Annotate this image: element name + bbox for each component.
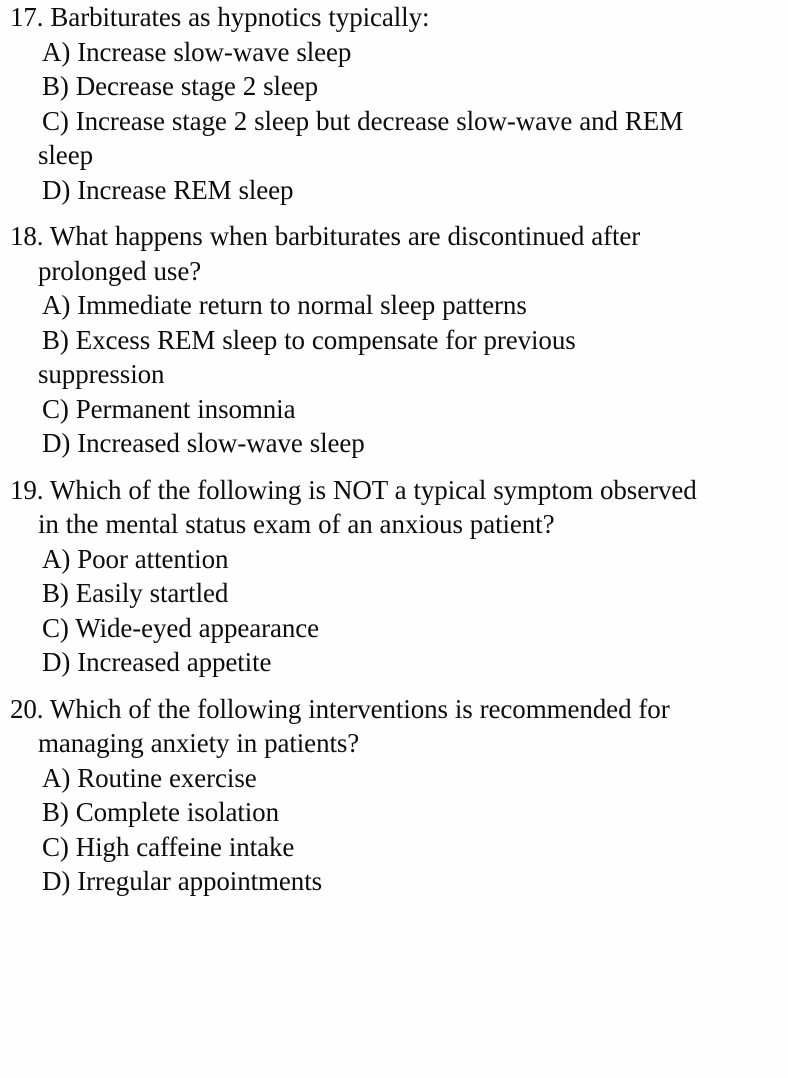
option-a[interactable]: A) Routine exercise xyxy=(42,762,257,793)
option-c[interactable]: C) Permanent insomnia xyxy=(42,393,296,424)
option-b[interactable]: B) Easily startled xyxy=(42,578,229,608)
question-stem: 20. Which of the following interventions is recommended for managing anxiety in patients? xyxy=(10,693,670,758)
option-b[interactable]: B) Excess REM sleep to compensate for previous suppression xyxy=(38,324,576,389)
option-c[interactable]: C) High caffeine intake xyxy=(42,831,295,862)
option-d[interactable]: D) Increased appetite xyxy=(42,647,272,677)
question-block-20 xyxy=(0,692,788,899)
option-d[interactable]: D) Increase REM sleep xyxy=(42,174,294,205)
option-a[interactable]: A) Poor attention xyxy=(42,543,229,574)
option-a[interactable]: A) Immediate return to normal sleep patterns xyxy=(42,290,527,320)
page-bottom-whitespace xyxy=(0,911,788,1051)
option-d[interactable]: D) Irregular appointments xyxy=(42,866,323,896)
option-list xyxy=(0,35,788,208)
option-c[interactable]: C) Increase stage 2 sleep but decrease slow-wave and REM sleep xyxy=(38,105,684,170)
option-b[interactable]: B) Decrease stage 2 sleep xyxy=(42,71,319,101)
option-list xyxy=(0,288,788,461)
question-block-19 xyxy=(0,473,788,680)
question-stem: 18. What happens when barbiturates are discontinued after prolonged use? xyxy=(10,221,641,286)
option-c[interactable]: C) Wide-eyed appearance xyxy=(42,612,320,643)
question-block-18 xyxy=(0,219,788,461)
option-list xyxy=(0,761,788,899)
option-d[interactable]: D) Increased slow-wave sleep xyxy=(42,428,365,458)
question-stem: 19. Which of the following is NOT a typical symptom observed in the mental status exam of an anxious patient? xyxy=(10,474,697,539)
option-list xyxy=(0,542,788,680)
question-stem: 17. Barbiturates as hypnotics typically: xyxy=(10,2,430,32)
option-b[interactable]: B) Complete isolation xyxy=(42,797,279,827)
question-block-17 xyxy=(0,0,788,207)
option-a[interactable]: A) Increase slow-wave sleep xyxy=(42,36,352,67)
